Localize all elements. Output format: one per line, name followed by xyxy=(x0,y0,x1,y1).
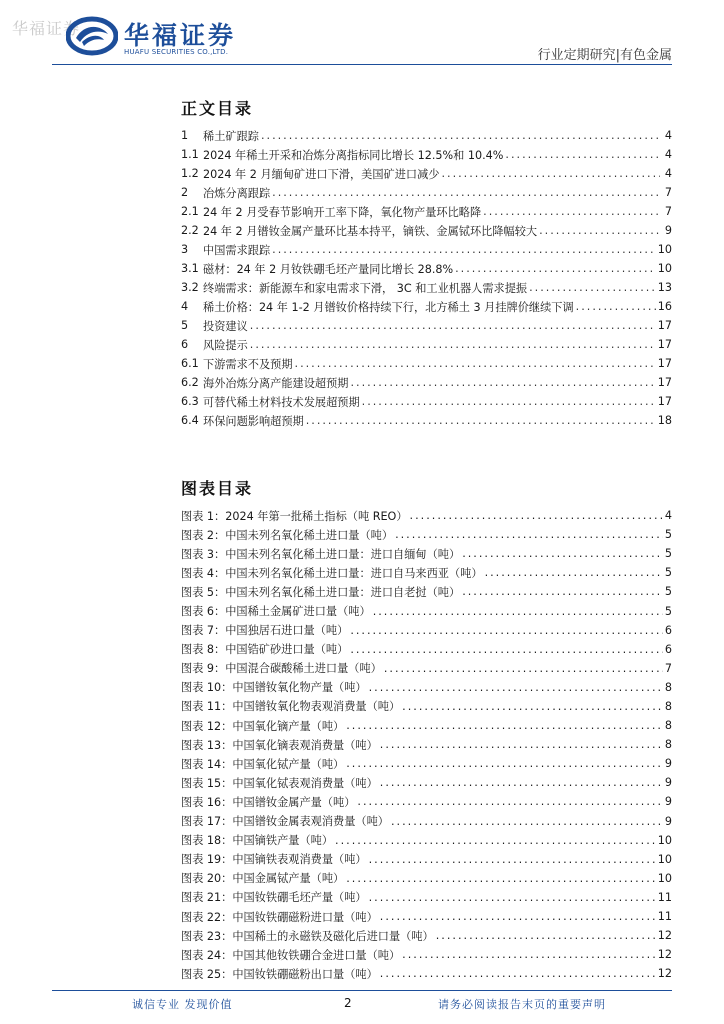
figure-item-title: 图表 1：2024 年第一批稀土指标（吨 REO） xyxy=(181,509,408,523)
figure-item-title: 图表 24：中国其他钕铁硼合金进口量（吨） xyxy=(181,948,401,962)
figure-item-title: 图表 7：中国独居石进口量（吨） xyxy=(181,624,349,638)
figure-item[interactable] xyxy=(181,964,672,983)
figure-item[interactable] xyxy=(181,869,672,888)
figure-item-title: 图表 19：中国镝铁表观消费量（吨） xyxy=(181,853,367,867)
figure-item-title: 图表 9：中国混合碳酸稀土进口量（吨） xyxy=(181,662,382,676)
toc-item[interactable] xyxy=(181,316,672,335)
toc-leader-dots xyxy=(362,395,656,408)
figure-leader-dots xyxy=(485,566,663,579)
report-category: 行业定期研究|有色金属 xyxy=(537,48,672,63)
figure-item-page: 10 xyxy=(657,852,672,866)
figure-item-title: 图表 14：中国氧化铽产量（吨） xyxy=(181,757,345,771)
figure-leader-dots xyxy=(410,509,663,522)
figure-item-page: 12 xyxy=(657,948,672,962)
toc-item[interactable] xyxy=(181,392,672,411)
figure-item[interactable] xyxy=(181,563,672,582)
figure-item-page: 9 xyxy=(664,757,672,771)
toc-item-number: 2.2 xyxy=(181,224,199,237)
figure-leader-dots xyxy=(357,795,662,808)
figure-item-title: 图表 21：中国钕铁硼毛坯产量（吨） xyxy=(181,891,367,905)
figure-item[interactable] xyxy=(181,754,672,773)
figure-leader-dots xyxy=(346,757,663,770)
toc-leader-dots xyxy=(272,243,656,256)
toc-item-title: 24 年 2 月镨钕金属产量环比基本持平，镝铁、金属铽环比降幅较大 xyxy=(203,224,538,238)
toc-item[interactable] xyxy=(181,145,672,164)
figure-item-page: 6 xyxy=(664,642,672,656)
figure-leader-dots xyxy=(380,967,656,980)
figure-item-page: 9 xyxy=(664,776,672,790)
header-divider xyxy=(52,64,672,65)
toc-item-page: 16 xyxy=(657,300,672,313)
toc-leader-dots xyxy=(483,205,660,218)
toc-item-page: 17 xyxy=(657,338,672,351)
toc-item-title: 可替代稀土材料技术发展超预期 xyxy=(203,395,360,409)
toc-item-page: 17 xyxy=(657,319,672,332)
figure-item-page: 12 xyxy=(657,967,672,981)
figure-item-page: 5 xyxy=(664,585,672,599)
toc-item-number: 1 xyxy=(181,129,189,142)
figure-item[interactable] xyxy=(181,640,672,659)
toc-item-number: 3.1 xyxy=(181,262,199,275)
toc-item-page: 7 xyxy=(664,186,672,199)
footer-slogan: 诚信专业 发现价值 xyxy=(132,998,233,1011)
figure-item[interactable] xyxy=(181,621,672,640)
figure-item-title: 图表 12：中国氧化镝产量（吨） xyxy=(181,719,345,733)
toc-item[interactable] xyxy=(181,354,672,373)
figure-item-page: 6 xyxy=(664,623,672,637)
figure-item[interactable] xyxy=(181,926,672,945)
toc-leader-dots xyxy=(529,281,656,294)
company-logo xyxy=(66,14,246,60)
toc-item-page: 9 xyxy=(664,224,672,237)
figure-item-title: 图表 20：中国金属铽产量（吨） xyxy=(181,872,345,886)
toc-item[interactable] xyxy=(181,164,672,183)
figure-leader-dots xyxy=(346,719,663,732)
figure-leader-dots xyxy=(380,776,663,789)
toc-item-title: 风险提示 xyxy=(203,338,248,352)
toc-item-number: 6.3 xyxy=(181,395,199,408)
figure-item[interactable] xyxy=(181,506,672,525)
figure-item-title: 图表 25：中国钕铁硼磁粉出口量（吨） xyxy=(181,967,378,981)
figure-leader-dots xyxy=(346,872,656,885)
brand-name-en: HUAFU SECURITIES CO.,LTD. xyxy=(124,48,229,56)
toc-item[interactable] xyxy=(181,259,672,278)
figure-item-page: 11 xyxy=(657,910,672,924)
figure-item[interactable] xyxy=(181,716,672,735)
figure-item-page: 9 xyxy=(664,814,672,828)
toc-item-title: 稀土价格：24 年 1-2 月镨钕价格持续下行，北方稀土 3 月挂牌价继续下调 xyxy=(203,300,574,314)
figure-item[interactable] xyxy=(181,735,672,754)
figure-item-title: 图表 17：中国镨钕金属表观消费量（吨） xyxy=(181,815,389,829)
toc-item-title: 终端需求：新能源车和家电需求下滑， 3C 和工业机器人需求提振 xyxy=(203,281,528,295)
toc-item-number: 6 xyxy=(181,338,189,351)
toc-leader-dots xyxy=(261,129,660,142)
figure-item-page: 5 xyxy=(664,566,672,580)
figure-item-title: 图表 18：中国镝铁产量（吨） xyxy=(181,834,334,848)
figure-item-title: 图表 10：中国镨钕氧化物产量（吨） xyxy=(181,681,367,695)
figure-item-title: 图表 22：中国钕铁硼磁粉进口量（吨） xyxy=(181,910,378,924)
toc-item-title: 稀土矿跟踪 xyxy=(203,129,259,143)
toc-leader-dots xyxy=(350,376,655,389)
figure-leader-dots xyxy=(350,643,663,656)
toc-leader-dots xyxy=(250,338,656,351)
toc-item[interactable] xyxy=(181,221,672,240)
figure-item-title: 图表 15：中国氧化铽表观消费量（吨） xyxy=(181,776,378,790)
toc-leader-dots xyxy=(272,186,660,199)
figure-item-page: 9 xyxy=(664,795,672,809)
toc-item[interactable] xyxy=(181,240,672,259)
figure-item[interactable] xyxy=(181,812,672,831)
toc-item[interactable] xyxy=(181,373,672,392)
figure-item[interactable] xyxy=(181,888,672,907)
figure-leader-dots xyxy=(380,738,663,751)
footer-divider xyxy=(52,990,672,991)
figure-leader-dots xyxy=(391,815,663,828)
toc-item-page: 13 xyxy=(657,281,672,294)
figure-leader-dots xyxy=(462,585,663,598)
toc-leader-dots xyxy=(576,300,656,313)
figure-item-page: 4 xyxy=(664,509,672,523)
toc-item[interactable] xyxy=(181,335,672,354)
toc-item-page: 18 xyxy=(657,414,672,427)
toc-item-title: 环保问题影响超预期 xyxy=(203,414,304,428)
figure-item-page: 12 xyxy=(657,929,672,943)
toc-item-number: 6.1 xyxy=(181,357,199,370)
figure-item-page: 5 xyxy=(664,528,672,542)
figure-item-title: 图表 23：中国稀土的永磁铁及磁化后进口量（吨） xyxy=(181,929,434,943)
toc-item-number: 6.4 xyxy=(181,414,199,427)
toc-leader-dots xyxy=(505,148,660,161)
figure-item-page: 8 xyxy=(664,719,672,733)
figure-item-page: 10 xyxy=(657,833,672,847)
toc-item-page: 17 xyxy=(657,357,672,370)
toc-item-page: 17 xyxy=(657,395,672,408)
figure-item[interactable] xyxy=(181,678,672,697)
toc-item-number: 5 xyxy=(181,319,189,332)
toc-leader-dots xyxy=(539,224,660,237)
toc-leader-dots xyxy=(295,357,656,370)
toc-item-page: 7 xyxy=(664,205,672,218)
figure-item-title: 图表 2：中国未列名氧化稀土进口量（吨） xyxy=(181,528,394,542)
toc-item-page: 17 xyxy=(657,376,672,389)
toc-item[interactable] xyxy=(181,278,672,297)
figure-leader-dots xyxy=(369,681,663,694)
figure-item-page: 10 xyxy=(657,871,672,885)
figure-item-page: 11 xyxy=(657,890,672,904)
toc-leader-dots xyxy=(306,414,656,427)
toc-item-number: 3.2 xyxy=(181,281,199,294)
figure-item[interactable] xyxy=(181,945,672,964)
figure-item[interactable] xyxy=(181,792,672,811)
figure-leader-dots xyxy=(369,853,656,866)
toc-item-page: 4 xyxy=(664,129,672,142)
figure-item[interactable] xyxy=(181,601,672,620)
figure-item-page: 5 xyxy=(664,604,672,618)
brand-name: 华福证券 xyxy=(124,21,237,50)
figure-item[interactable] xyxy=(181,544,672,563)
toc-item-page: 10 xyxy=(657,243,672,256)
figure-leader-dots xyxy=(462,547,663,560)
toc-item-page: 10 xyxy=(657,262,672,275)
toc-item-title: 2024 年 2 月缅甸矿进口下滑，美国矿进口减少 xyxy=(203,167,440,181)
toc-item-number: 6.2 xyxy=(181,376,199,389)
figure-item-title: 图表 4：中国未列名氧化稀土进口量：进口自马来西亚（吨） xyxy=(181,566,483,580)
toc-item-page: 4 xyxy=(664,148,672,161)
figure-item-title: 图表 11：中国镨钕氧化物表观消费量（吨） xyxy=(181,700,401,714)
toc-item-title: 冶炼分离跟踪 xyxy=(203,186,271,200)
page-number: 2 xyxy=(344,996,352,1010)
figure-item[interactable] xyxy=(181,697,672,716)
toc-item-number: 3 xyxy=(181,243,189,256)
figures-list xyxy=(181,506,672,983)
figure-item-title: 图表 13：中国氧化镝表观消费量（吨） xyxy=(181,738,378,752)
toc-item[interactable] xyxy=(181,183,672,202)
figure-item[interactable] xyxy=(181,582,672,601)
toc-item-number: 4 xyxy=(181,300,189,313)
figure-item[interactable] xyxy=(181,907,672,926)
figures-title: 图表目录 xyxy=(181,479,254,498)
figure-item[interactable] xyxy=(181,525,672,544)
toc-leader-dots xyxy=(250,319,656,332)
figure-item-page: 8 xyxy=(664,738,672,752)
figure-leader-dots xyxy=(402,700,663,713)
toc-item-title: 磁材：24 年 2 月钕铁硼毛坯产量同比增长 28.8% xyxy=(203,262,454,276)
figure-item-page: 8 xyxy=(664,699,672,713)
figure-item-page: 5 xyxy=(664,547,672,561)
figure-leader-dots xyxy=(380,910,656,923)
toc-item-number: 1.1 xyxy=(181,148,199,161)
figure-item-page: 8 xyxy=(664,680,672,694)
toc-item[interactable] xyxy=(181,411,672,430)
figure-leader-dots xyxy=(384,662,663,675)
toc-leader-dots xyxy=(441,167,660,180)
figure-leader-dots xyxy=(369,891,656,904)
figure-leader-dots xyxy=(395,528,663,541)
figure-item[interactable] xyxy=(181,831,672,850)
figure-item[interactable] xyxy=(181,850,672,869)
toc-title: 正文目录 xyxy=(181,99,254,118)
figure-item-title: 图表 16：中国镨钕金属产量（吨） xyxy=(181,795,356,809)
toc-item-number: 1.2 xyxy=(181,167,199,180)
toc-item[interactable] xyxy=(181,297,672,316)
toc-item-title: 海外冶炼分离产能建设超预期 xyxy=(203,376,349,390)
figure-item-title: 图表 8：中国锆矿砂进口量（吨） xyxy=(181,643,349,657)
toc-item-title: 24 年 2 月受春节影响开工率下降，氧化物产量环比略降 xyxy=(203,205,482,219)
toc-item-title: 下游需求不及预期 xyxy=(203,357,293,371)
figure-item[interactable] xyxy=(181,773,672,792)
toc-item-title: 投资建议 xyxy=(203,319,248,333)
figure-item-title: 图表 5：中国未列名氧化稀土进口量：进口自老挝（吨） xyxy=(181,585,461,599)
toc-item[interactable] xyxy=(181,202,672,221)
figure-leader-dots xyxy=(402,948,656,961)
figure-leader-dots xyxy=(436,929,656,942)
logo-emblem-icon xyxy=(66,16,118,56)
toc-item-title: 2024 年稀土开采和冶炼分离指标同比增长 12.5%和 10.4% xyxy=(203,148,504,162)
figure-item-title: 图表 6：中国稀土金属矿进口量（吨） xyxy=(181,605,371,619)
toc-item-number: 2.1 xyxy=(181,205,199,218)
toc-item[interactable] xyxy=(181,126,672,145)
figure-leader-dots xyxy=(373,605,663,618)
figure-item-title: 图表 3：中国未列名氧化稀土进口量：进口自缅甸（吨） xyxy=(181,547,461,561)
figure-leader-dots xyxy=(350,624,663,637)
toc-leader-dots xyxy=(455,262,656,275)
figure-item-page: 7 xyxy=(664,661,672,675)
toc-item-title: 中国需求跟踪 xyxy=(203,243,271,257)
figure-leader-dots xyxy=(335,834,656,847)
toc-item-page: 4 xyxy=(664,167,672,180)
figure-item[interactable] xyxy=(181,659,672,678)
watermark: 华福证券 xyxy=(12,19,81,38)
toc-list xyxy=(181,126,672,430)
footer-disclaimer: 请务必阅读报告末页的重要声明 xyxy=(438,998,606,1011)
toc-item-number: 2 xyxy=(181,186,189,199)
